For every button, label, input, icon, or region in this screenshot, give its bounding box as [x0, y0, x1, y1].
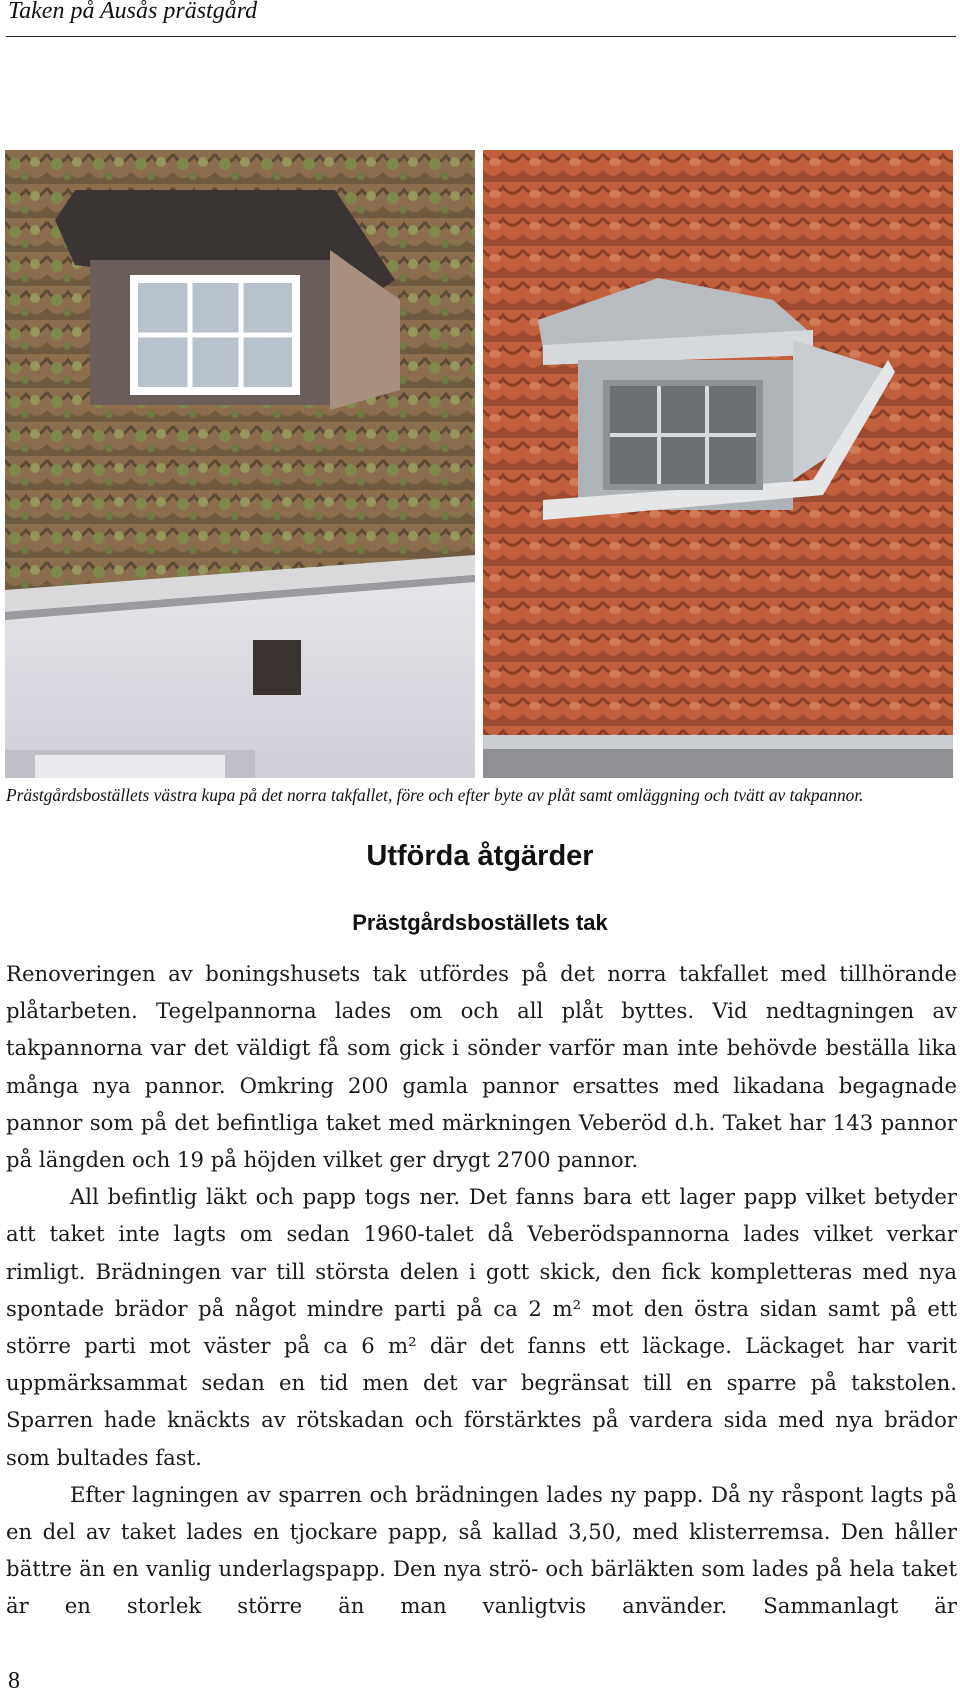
photo-after-image [483, 150, 953, 778]
running-header [6, 0, 956, 37]
photo-before-image [5, 150, 475, 778]
section-heading: Utförda åtgärder [366, 840, 594, 872]
body-paragraph: Efter lagningen av sparren och brädningen lades ny papp. Då ny råspont lagts på en del av taket lades en tjockare papp, så kallad 3,50, med klisterremsa. Den håller bättre än en vanlig underlagspapp. Den nya strö- och bärläkten som lades på hela taket är en storlek större än man vanligtvis använder. Sammanlagt är [6, 1481, 957, 1619]
body-text [6, 955, 957, 1625]
photo-after-dormer [483, 150, 953, 778]
running-header-title: Taken på Ausås prästgård [8, 0, 258, 24]
body-paragraph: All befintlig läkt och papp togs ner. Det fanns bara ett lager papp vilket betyder att taket inte lagts om sedan 1960-talet då Veberödspannorna lades vilket verkar rimligt. Brädningen var till största delen i gott skick, den fick kompletteras med nya spontade brädor på något mindre parti på ca 2 m² mot den östra sidan samt på ett större parti mot väster på ca 6 m² där det fanns ett läckage. Läckaget har varit uppmärksammat sedan en tid men det var begränsat till en sparre på takstolen. Sparren hade knäckts av rötskadan och förstärktes på vardera sida med nya brädor som bultades fast. [6, 1184, 957, 1470]
section-subheading: Prästgårdsboställets tak [352, 910, 608, 935]
body-paragraph: Renoveringen av boningshusets tak utfördes på det norra takfallet med tillhörande plåtarbeten. Tegelpannorna lades om och all plåt byttes. Vid nedtagningen av takpannorna var det väldigt få som gick i sönder varför man inte behövde beställa lika många nya pannor. Omkring 200 gamla pannor ersattes med likadana begagnade pannor som på det befintliga taket med märkningen Veberöd d.h. Taket har 143 pannor på längden och 19 på höjden vilket ger drygt 2700 pannor. [6, 961, 957, 1173]
figure-caption: Prästgårdsboställets västra kupa på det norra takfallet, före och efter byte av plåt samt omläggning och tvätt av takpannor. [6, 785, 864, 805]
page-number: 8 [8, 1668, 20, 1694]
photo-before-dormer [5, 150, 475, 778]
